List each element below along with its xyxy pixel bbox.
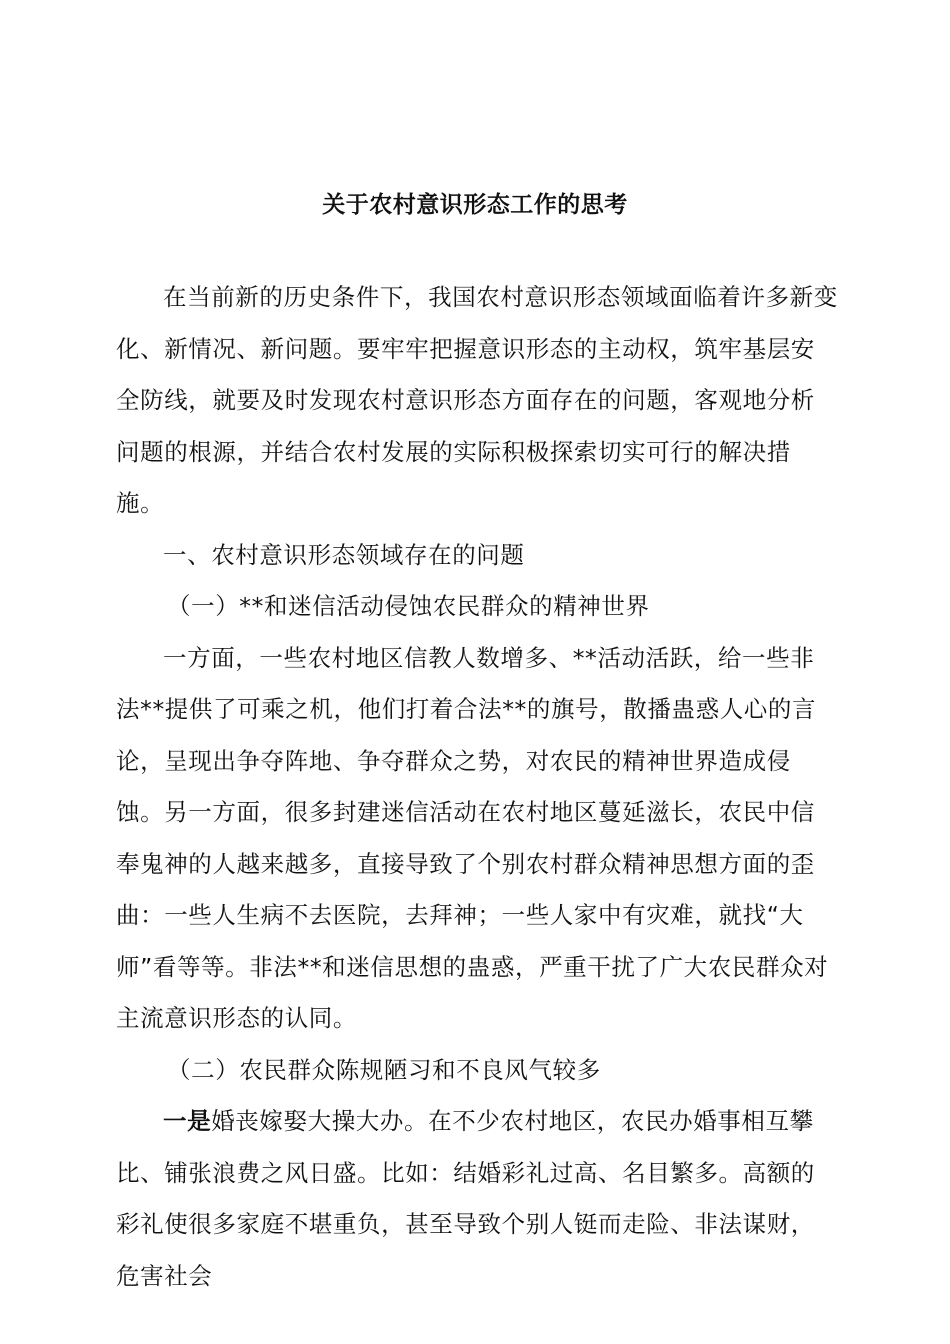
subsection-1-paragraph: 一方面，一些农村地区信教人数增多、**活动活跃，给一些非法**提供了可乘之机，他们打着合法**的旗号，散播蛊惑人心的言论，呈现出争夺阵地、争夺群众之势，对农民的精神世界造成侵蚀。另一方面，很多封建迷信活动在农村地区蔓延滋长，农民中信奉鬼神的人越来越多，直接导致了个别农村群众精神思想方面的歪曲：一些人生病不去医院，去拜神；一些人家中有灾难，就找“大师”看等等。非法**和迷信思想的蛊惑，严重干扰了广大农民群众对主流意识形态的认同。 <box>116 643 829 1032</box>
point-body-text: 婚丧嫁娶大操大办。在不少农村地区，农民办婚事相互攀比、铺张浪费之风日盛。比如：结婚彩礼过高、名目繁多。高额的彩礼使很多家庭不堪重负，甚至导致个别人铤而走险、非法谋财，危害社会 <box>116 1107 815 1290</box>
point-lead-text: 一是 <box>163 1107 212 1135</box>
subsection-2-point-1 <box>116 1096 838 1302</box>
section-heading-1: 一、农村意识形态领域存在的问题 <box>163 540 525 569</box>
subsection-heading-1: （一）**和迷信活动侵蚀农民群众的精神世界 <box>167 592 650 620</box>
document-title: 关于农村意识形态工作的思考 <box>322 192 628 218</box>
document-body <box>116 272 838 1302</box>
subsection-heading-2: （二）农民群众陈规陋习和不良风气较多 <box>167 1055 601 1084</box>
intro-paragraph: 在当前新的历史条件下，我国农村意识形态领域面临着许多新变化、新情况、新问题。要牢牢把握意识形态的主动权，筑牢基层安全防线，就要及时发现农村意识形态方面存在的问题，客观地分析问题的根源，并结合农村发展的实际积极探索切实可行的解决措施。 <box>116 283 838 517</box>
